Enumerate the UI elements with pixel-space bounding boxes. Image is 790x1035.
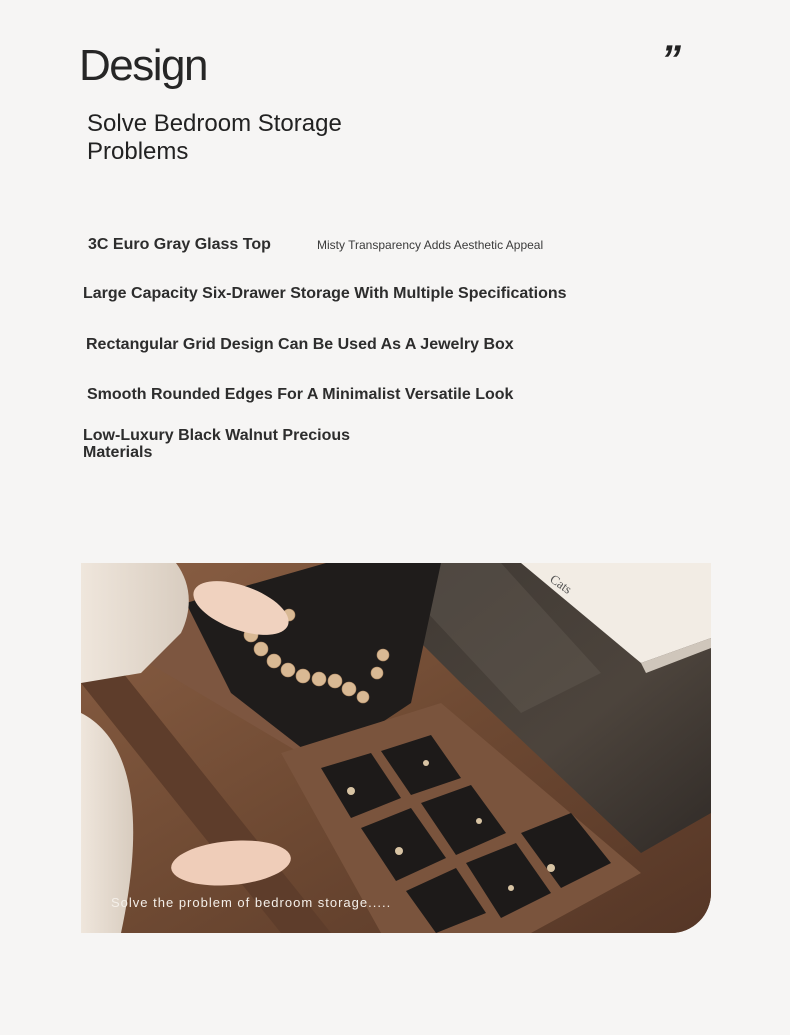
feature-drawer-storage: Large Capacity Six-Drawer Storage With Multiple Specifications [83, 285, 567, 302]
book-text: Cats [547, 571, 575, 597]
quote-mark-icon: ” [661, 38, 681, 82]
feature-rounded-edges: Smooth Rounded Edges For A Minimalist Versatile Look [87, 386, 514, 403]
product-photo [81, 563, 711, 933]
feature-grid-design: Rectangular Grid Design Can Be Used As A Jewelry Box [86, 336, 514, 353]
page-title: Design [79, 41, 207, 90]
feature-walnut-material: Low-Luxury Black Walnut Precious Materials [83, 427, 351, 461]
feature-glass-top-note: Misty Transparency Adds Aesthetic Appeal [317, 238, 544, 252]
photo-caption: Solve the problem of bedroom storage..... [111, 895, 392, 910]
feature-glass-top: 3C Euro Gray Glass Top [88, 236, 271, 253]
product-photo-illustration [81, 563, 711, 933]
section-subtitle: Solve Bedroom Storage Problems [87, 110, 342, 165]
